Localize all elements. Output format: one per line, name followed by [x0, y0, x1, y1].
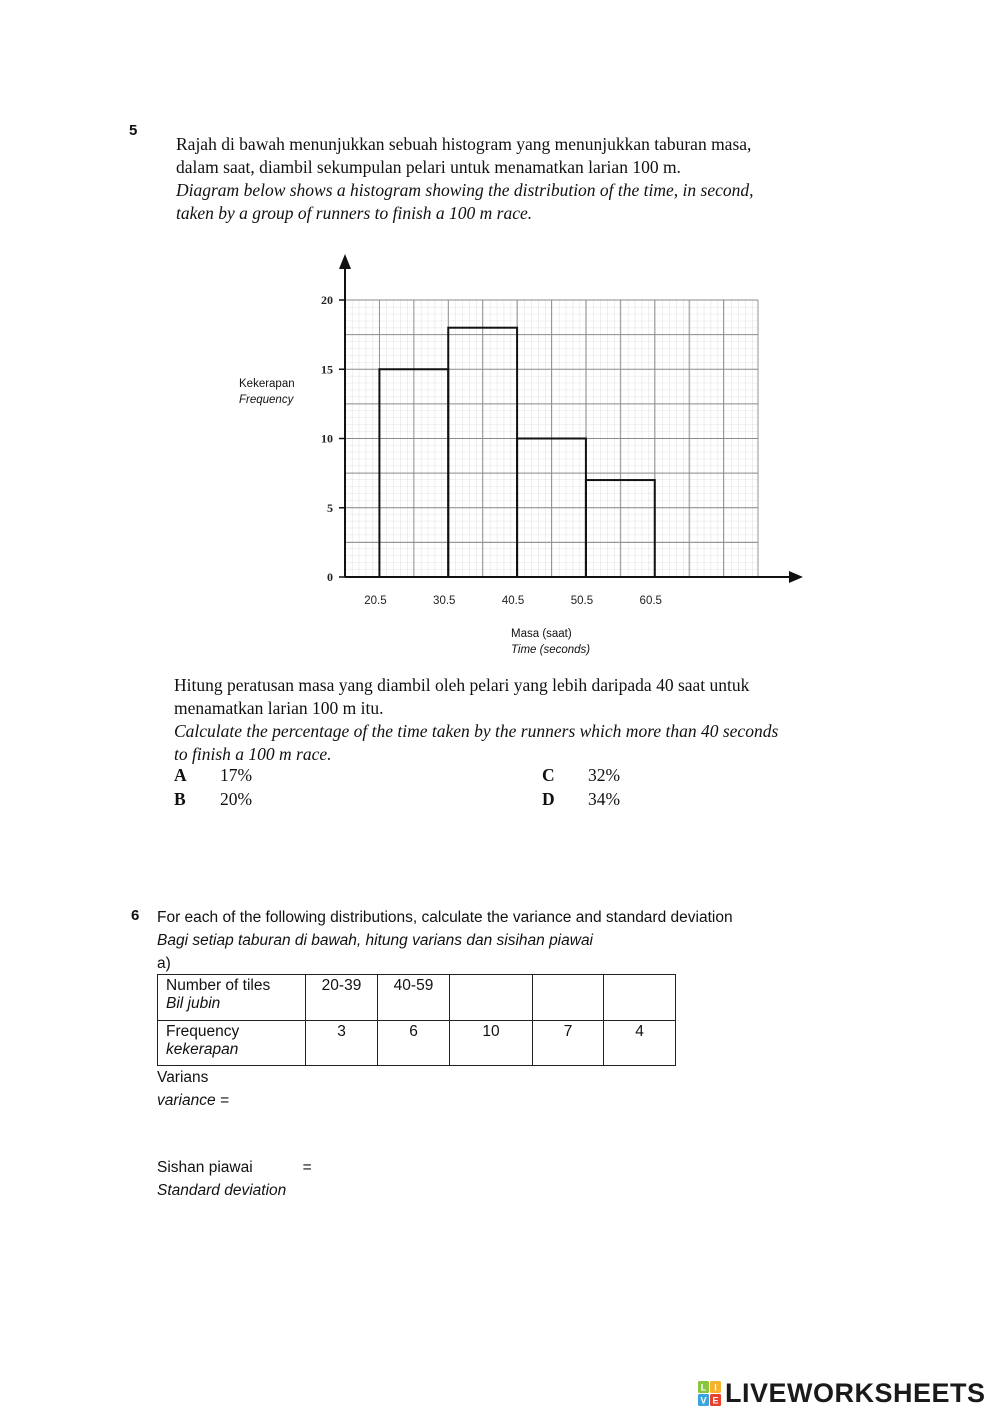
logo-letter: V: [700, 1395, 707, 1405]
histogram-chart: [0, 240, 1000, 670]
q5-malay-line-1: Rajah di bawah menunjukkan sebuah histogram yang menunjukkan taburan masa,: [176, 134, 752, 154]
table-cell: 10: [450, 1021, 533, 1066]
x-axis-title-ms: Masa (saat): [511, 628, 572, 640]
y-tick-label: 15: [321, 362, 333, 377]
variance-block: [157, 1066, 229, 1112]
logo-letter: I: [714, 1382, 717, 1392]
q6-part-a: a): [157, 955, 171, 972]
question-5-task: [174, 674, 866, 766]
y-tick-label: 0: [327, 570, 333, 584]
y-axis-title-ms: Kekerapan: [239, 378, 295, 390]
option-b-value: 20%: [220, 789, 253, 809]
x-tick-label: 50.5: [570, 595, 594, 607]
table-cell[interactable]: 40-59: [378, 975, 450, 1021]
variance-label: Varians: [157, 1069, 209, 1086]
option-d-value: 34%: [588, 789, 621, 809]
q5-task-malay-line-2: menamatkan larian 100 m itu.: [174, 698, 384, 718]
table-cell[interactable]: [450, 975, 533, 1021]
y-tick-label: 10: [321, 431, 333, 446]
question-number-5: 5: [129, 122, 138, 139]
logo-letter: E: [712, 1395, 719, 1405]
sd-label: Sishan piawai: [157, 1159, 253, 1176]
option-b[interactable]: B 20%: [174, 789, 253, 809]
row-header-tiles: [158, 975, 306, 1021]
table-cell: 3: [306, 1021, 378, 1066]
y-axis-title: [239, 376, 295, 408]
q5-task-english-line-1: Calculate the percentage of the time taken by the runners which more than 40 seconds: [174, 721, 779, 741]
question-6-stem: [157, 906, 733, 975]
row-header-tiles-en: Number of tiles: [166, 977, 271, 994]
option-c-value: 32%: [588, 765, 621, 785]
logo-letter: L: [700, 1382, 707, 1392]
row-header-frequency-ms: kekerapan: [166, 1041, 239, 1058]
y-axis-arrow-icon: [339, 254, 351, 269]
sd-block: [157, 1156, 312, 1202]
sd-equals: =: [302, 1159, 312, 1176]
table-row: [158, 975, 676, 1021]
x-tick-label: 30.5: [433, 595, 456, 607]
table-cell: 7: [533, 1021, 604, 1066]
y-axis-title-en: Frequency: [239, 394, 294, 406]
distribution-table: [157, 974, 676, 1066]
table-cell[interactable]: [604, 975, 676, 1021]
q6-title-ms: Bagi setiap taburan di bawah, hitung varians dan sisihan piawai: [157, 932, 594, 949]
table-cell[interactable]: 20-39: [306, 975, 378, 1021]
table-row: [158, 1021, 676, 1066]
option-c[interactable]: C 32%: [542, 765, 621, 785]
question-5-stem: [176, 133, 868, 225]
x-tick-label: 60.5: [639, 595, 662, 607]
row-header-tiles-ms: Bil jubin: [166, 995, 221, 1012]
table-cell[interactable]: [533, 975, 604, 1021]
x-axis-arrow-icon: [789, 571, 803, 583]
brand-name: LIVEWORKSHEETS: [725, 1378, 986, 1408]
x-axis-title: [511, 626, 590, 658]
variance-label-en: variance =: [157, 1092, 229, 1109]
y-tick-label: 5: [327, 500, 333, 515]
x-tick-label: 20.5: [364, 595, 387, 607]
q5-task-english-line-2: to finish a 100 m race.: [174, 744, 332, 764]
question-number-6: 6: [131, 907, 140, 924]
table-cell: 4: [604, 1021, 676, 1066]
option-d[interactable]: D 34%: [542, 789, 621, 809]
q5-task-malay-line-1: Hitung peratusan masa yang diambil oleh pelari yang lebih daripada 40 saat untuk: [174, 675, 750, 695]
liveworksheets-logo: [697, 1378, 986, 1409]
liveworksheets-logo-icon: [697, 1380, 723, 1408]
option-a-value: 17%: [220, 765, 253, 785]
q5-english-line-1: Diagram below shows a histogram showing the distribution of the time, in second,: [176, 180, 754, 200]
row-header-frequency: [158, 1021, 306, 1066]
q5-english-line-2: taken by a group of runners to finish a 100 m race.: [176, 203, 533, 223]
y-tick-label: 20: [321, 293, 333, 307]
option-a[interactable]: A 17%: [174, 765, 253, 785]
x-tick-label: 40.5: [501, 595, 525, 607]
sd-label-en: Standard deviation: [157, 1182, 287, 1199]
q6-title-en: For each of the following distributions, calculate the variance and standard deviation: [157, 909, 733, 926]
row-header-frequency-en: Frequency: [166, 1023, 240, 1040]
table-cell: 6: [378, 1021, 450, 1066]
x-axis-title-en: Time (seconds): [511, 644, 591, 656]
q5-malay-line-2: dalam saat, diambil sekumpulan pelari untuk menamatkan larian 100 m.: [176, 157, 681, 177]
